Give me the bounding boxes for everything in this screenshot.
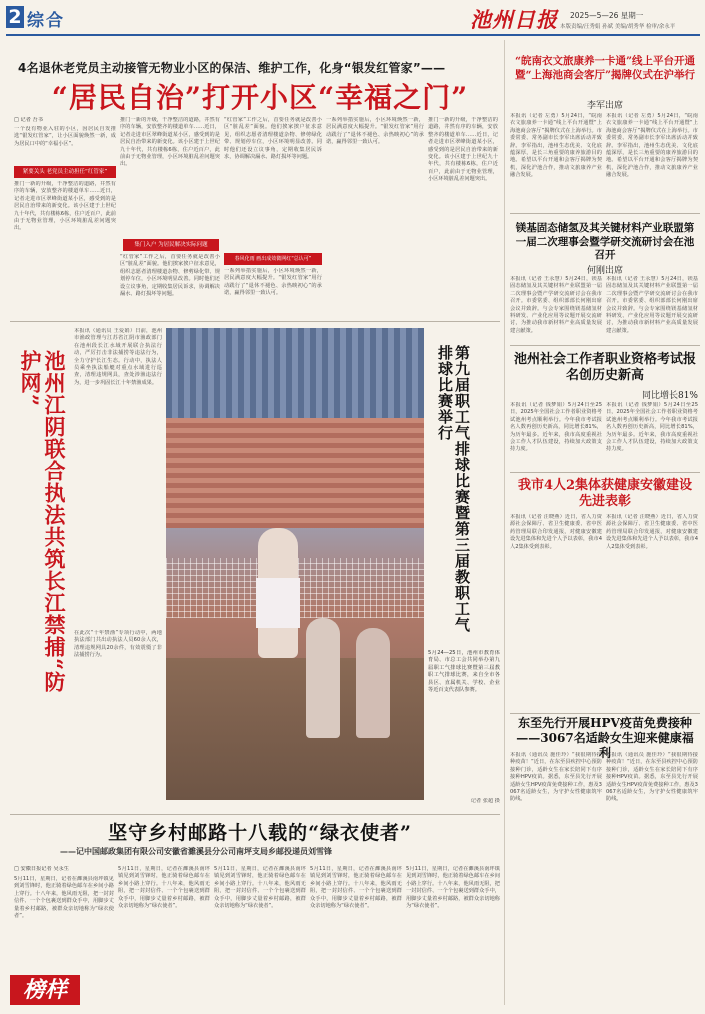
section-name: 综合 [27,11,65,31]
lead-byline: □ 记者 吾书 [14,117,43,123]
bottom-byline: □ 安徽日报记者 吴永生 [14,866,69,872]
lead-body-col3: “红管家”工作之后，首要任务就是改善小区“脏乱差”面貌。他们挨家挨户征求意见，组织志愿者清理楼道杂物、修剪绿化带、规划停车位，小区环境明显改善。同时他们还设立议事角，定期收集居民诉求，协调解决漏水、路灯损坏等问题。 [224,117,322,161]
right-story-3-body: 本报讯（记者 钱梦娟）5月24日至25日，2025年全国社会工作者职业资格考试池州考点顺利举行。今年我市考试报名人数再创历史新高，同比增长81%，为历年最多。近年来，我市高度重视社会工作人才队伍建设，持续加大政策支持力度。 [510,402,602,453]
volleyball-photo [166,328,424,800]
right-rule-2 [510,345,700,346]
lead-body-col5: 推门一新的升级，干净整洁的道路，井然有序的车辆，安放整齐的楼道单车……近日，记者走进市区翠峰街道某小区，感受到的是居民自治带来的新变化。该小区建于上世纪九十年代，共有楼栋6栋，住户近百户，此前由于无物业管理，小区环境脏乱差问题突出。 [428,117,498,183]
right-story-4-body-2: 本报讯（记者 汪晓燕）近日，省人力资源社会保障厅、省卫生健康委、省中医药管理局联合印发通报，对健康安徽建设先进集体和先进个人予以表彰，我市4人2集体受到表彰。 [606,514,698,550]
lead-bottom-rule [10,321,500,322]
right-story-2-body: 本报讯（记者 王永慧）5月24日，镁基固态储氢及其关键材料产业联盟第一届二次理事会暨产学研交流研讨会在我市召开。市委常委、组织部部长何刚出席会议并致辞。与会专家围绕镁基储氢材料研发、产业化应用等议题开展交流研讨，为推动我市新材料产业高质量发展建言献策。 [510,276,602,334]
right-story-1-headline: “皖南衣文旅康养一卡通”线上平台开通暨“上海池商会客厅”揭牌仪式在沪举行 [514,55,696,81]
bottom-body-4: 5月11日，星期日，记者在濉溪县南坪镇见到刘雪锋时，他正骑着绿色邮车在乡间小路上穿行。十八年来，他风雨无阻，把一封封信件、一个个包裹送到群众手中，用脚步丈量着乡村邮路，被群众亲切地称为“绿衣使者”。 [310,866,402,910]
lead-lede: 一个没有物业入驻的小区，因居民自发推选“银发红管家”，让小区面貌焕然一新，成为居民口中的“幸福小区”。 [14,126,116,147]
right-story-4-body: 本报讯（记者 汪晓燕）近日，省人力资源社会保障厅、省卫生健康委、省中医药管理局联合印发通报，对健康安徽建设先进集体和先进个人予以表彰，我市4人2集体受到表彰。 [510,514,602,550]
left-vertical-headline: 池州江阴联合执法共筑长江禁捕“防护网” [18,350,67,694]
lead-body-2: “红管家”工作之后，首要任务就是改善小区“脏乱差”面貌。他们挨家挨户征求意见，组织志愿者清理楼道杂物、修剪绿化带、规划停车位，小区环境明显改善。同时他们还设立议事角，定期收集居民诉求，协调解决漏水、路灯损坏等问题。 [120,254,220,298]
bottom-banner: 榜样 [10,975,80,1005]
right-story-2-byline: 何刚出席 [586,266,623,276]
bottom-body-5: 5月11日，星期日，记者在濉溪县南坪镇见到刘雪锋时，他正骑着绿色邮车在乡间小路上穿行。十八年来，他风雨无阻，把一封封信件、一个个包裹送到群众手中，用脚步丈量着乡村邮路，被群众亲切地称为“绿衣使者”。 [406,866,500,910]
lead-subhead-3: 春风化雨 画出成效微网红“总认可” [224,253,322,265]
right-story-5-body-2: 本报讯（通讯员 施佳玲）“我很期待接种疫苗！”近日，在东至县疾控中心预防接种门诊，适龄女生在家长陪同下有序接种HPV疫苗。据悉，东至县先行开展适龄女生HPV疫苗免费接种工作，惠及3067名适龄女生，为守护女性健康筑牢防线。 [606,752,698,803]
right-rule-4 [510,713,700,714]
page-number: 2 [6,6,24,28]
player-three [356,628,390,738]
left-vertical-body: 本报讯（通讯员 王爱娟）日前，池州市渔政管理与江苏省江阴市渔政部门在池州段长江水域开展联合执法行动，严厉打击非法捕捞等违法行为，全力守护长江生态。行动中，执法人员乘坐执法船艇对重点水域进行巡查，清理违规网具，查处涉渔违法行为，进一步巩固长江十年禁渔成果。 [74,328,162,386]
newspaper-logo: 池州日报 [470,7,558,32]
photo-vertical-headline: 第九届职工气排球比赛暨第三届教职工气排球比赛举行 [436,345,471,633]
right-story-2-headline: 镁基固态储氢及其关键材料产业联盟第一届二次理事会暨学研交流研讨会在池召开 [515,222,695,261]
lead-body-1: 推门一新的升级，干净整洁的道路，井然有序的车辆，安放整齐的楼道单车……近日，记者走进市区翠峰街道某小区，感受到的是居民自治带来的新变化。该小区建于上世纪九十年代，共有楼栋6栋，住户近百户，此前由于无物业管理，小区环境脏乱差问题突出。 [14,181,116,232]
right-rule-3 [510,472,700,473]
right-story-1-body-2: 本报讯（记者 左勇）5月24日，“皖南衣文旅康养一卡通”线上平台开通暨“上海池商会客厅”揭牌仪式在上海举行。市委常委、常务副市长李军出席活动并致辞。李军指出，池州生态优美、文化底蕴深厚，是长三角重要的康养旅游目的地。希望以平台开通和会客厅揭牌为契机，深化沪池合作，推动文旅康养产业融合发展。 [606,113,698,179]
lead-headline: “居民自治”打开小区“幸福之门” [51,81,469,114]
right-story-3-body-2: 本报讯（记者 钱梦娟）5月24日至25日，2025年全国社会工作者职业资格考试池州考点顺利举行。今年我市考试报名人数再创历史新高，同比增长81%，为历年最多。近年来，我市高度重视社会工作人才队伍建设，持续加大政策支持力度。 [606,402,698,453]
photo-stands [166,418,424,528]
masthead-rule [6,34,700,36]
middle-bottom-rule [10,814,500,815]
bottom-body-2: 5月11日，星期日，记者在濉溪县南坪镇见到刘雪锋时，他正骑着绿色邮车在乡间小路上穿行。十八年来，他风雨无阻，把一封封信件、一个个包裹送到群众手中，用脚步丈量着乡村邮路，被群众亲切地称为“绿衣使者”。 [118,866,210,910]
right-story-4-headline: 我市4人2集体获健康安徽建设先进表彰 [517,478,693,509]
photo-caption: 5月24—25日，池州市教育体育局、市总工会共同举办第九届职工气排球比赛暨第三届教职工气排球比赛，来自全市各县区、直属机关、学校、企业等近百支代表队参赛。 [428,650,500,694]
right-story-5-headline: 东至先行开展HPV疫苗免费接种——3067名适龄女生迎来健康福利 [516,716,694,760]
lead-subhead-2: 集门入户 为居民解决实际问题 [123,239,219,251]
player-two [306,618,340,738]
right-story-5-body: 本报讯（通讯员 施佳玲）“我很期待接种疫苗！”近日，在东至县疾控中心预防接种门诊，适龄女生在家长陪同下有序接种HPV疫苗。据悉，东至县先行开展适龄女生HPV疫苗免费接种工作，惠及3067名适龄女生，为守护女性健康筑牢防线。 [510,752,602,803]
lead-subhead-1: 紧要关头 老党员主动担任“红管家” [14,166,116,178]
lead-body-3: 一系列举措实施后，小区环境焕然一新，居民满意度大幅提升。“银发红管家”用行动践行了“退休不褪色、余热映初心”的承诺，赢得邻里一致认可。 [224,268,322,297]
right-rule-1 [510,213,700,214]
player-main-shirt [256,578,300,628]
right-story-1-body: 本报讯（记者 左勇）5月24日，“皖南衣文旅康养一卡通”线上平台开通暨“上海池商会客厅”揭牌仪式在上海举行。市委常委、常务副市长李军出席活动并致辞。李军指出，池州生态优美、文化底蕴深厚，是长三角重要的康养旅游目的地。希望以平台开通和会客厅揭牌为契机，深化沪池合作，推动文旅康养产业融合发展。 [510,113,602,179]
lead-kicker: 4名退休老党员主动接管无物业小区的保洁、维护工作，化身“银发红管家”—— [18,61,446,75]
bottom-headline: 坚守乡村邮路十八载的“绿衣使者” [108,822,412,844]
photo-roof [166,328,424,418]
left-vertical-body-2: 在此次“十年禁渔”专项行动中，两地执法部门共出动执法人员60余人次，清理违规网具20余件，有效震慑了非法捕捞行为。 [74,630,162,659]
right-story-3-byline: 同比增长81% [641,391,698,401]
right-story-3-headline: 池州社会工作者职业资格考试报名创历史新高 [513,352,696,383]
right-story-1-byline: 李军出席 [586,101,623,111]
bottom-body-1: 5月11日，星期日，记者在濉溪县南坪镇见到刘雪锋时，他正骑着绿色邮车在乡间小路上穿行。十八年来，他风雨无阻，把一封封信件、一个个包裹送到群众手中，用脚步丈量着乡村邮路，被群众亲切地称为“绿衣使者”。 [14,876,114,920]
right-story-2-body-2: 本报讯（记者 王永慧）5月24日，镁基固态储氢及其关键材料产业联盟第一届二次理事会暨产学研交流研讨会在我市召开。市委常委、组织部部长何刚出席会议并致辞。与会专家围绕镁基储氢材料研发、产业化应用等议题开展交流研讨，为推动我市新材料产业高质量发展建言献策。 [606,276,698,334]
issue-date: 2025—5—26 星期一 [570,11,644,20]
bottom-subtitle: ——记中国邮政集团有限公司安徽省濉溪县分公司南坪支局乡邮投递员刘雪锋 [60,847,332,856]
masthead [0,0,705,42]
bottom-body-3: 5月11日，星期日，记者在濉溪县南坪镇见到刘雪锋时，他正骑着绿色邮车在乡间小路上穿行。十八年来，他风雨无阻，把一封封信件、一个个包裹送到群众手中，用脚步丈量着乡村邮路，被群众亲切地称为“绿衣使者”。 [214,866,306,910]
lead-body-col4: 一系列举措实施后，小区环境焕然一新，居民满意度大幅提升。“银发红管家”用行动践行了“退休不褪色、余热映初心”的承诺，赢得邻里一致认可。 [326,117,424,146]
right-column-rule [504,40,505,1005]
photo-credit: 记者 张超 摄 [470,798,500,804]
lead-body-col2: 推门一新的升级，干净整洁的道路，井然有序的车辆，安放整齐的楼道单车……近日，记者走进市区翠峰街道某小区，感受到的是居民自治带来的新变化。该小区建于上世纪九十年代，共有楼栋6栋，住户近百户，此前由于无物业管理，小区环境脏乱差问题突出。 [120,117,220,168]
editors-line: 本版责编/汪秀娟 孙斌 美编/胡秀华 检审/余永平 [560,24,676,30]
